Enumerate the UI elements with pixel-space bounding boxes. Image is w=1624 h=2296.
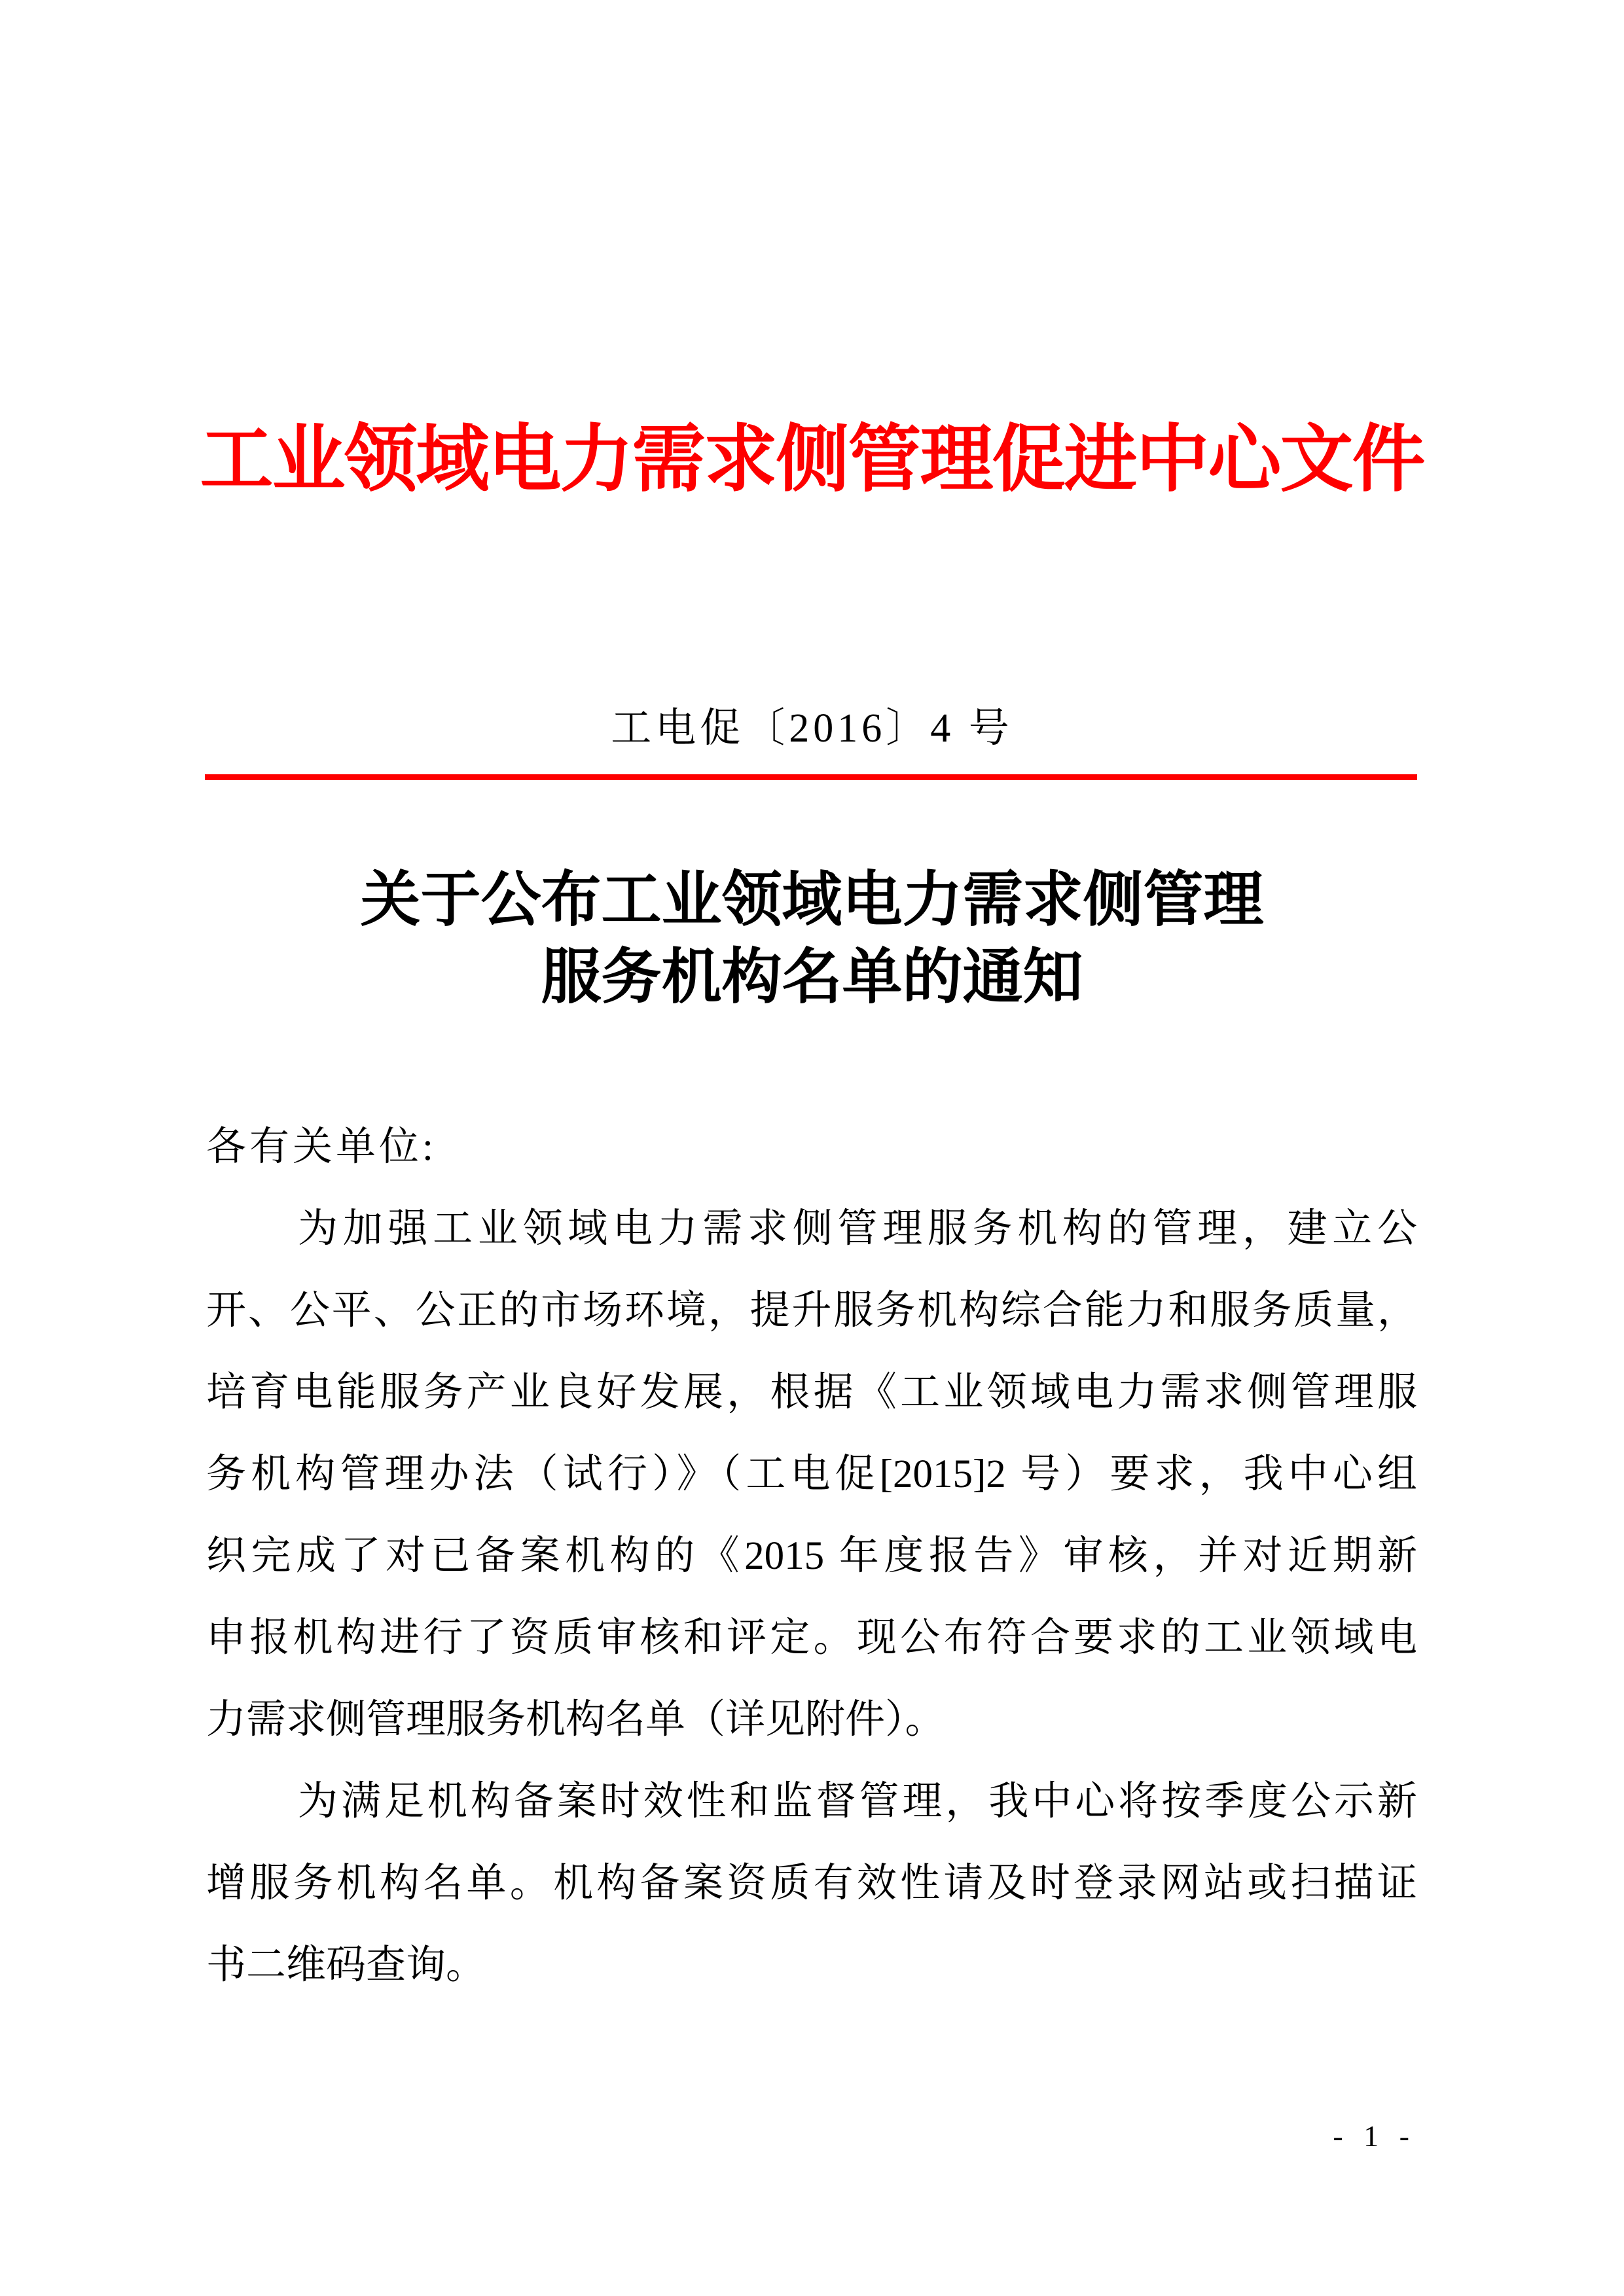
body-line: 织完成了对已备案机构的《2015 年度报告》审核，并对近期新 [206, 1534, 1417, 1578]
body-line: 为加强工业领域电力需求侧管理服务机构的管理，建立公 [298, 1207, 1417, 1251]
body-line: 增服务机构名单。机构备案资质有效性请及时登录网站或扫描证 [206, 1861, 1417, 1905]
document-number: 工电促〔2016〕4 号 [611, 706, 1013, 751]
salutation-line: 各有关单位: [206, 1125, 437, 1169]
page-number: - 1 - [1333, 2119, 1416, 2153]
body-line: 培育电能服务产业良好发展，根据《工业领域电力需求侧管理服 [206, 1371, 1417, 1414]
document-body [206, 1106, 1417, 2006]
notice-title-line-1: 关于公布工业领域电力需求侧管理 [360, 867, 1264, 933]
notice-title [0, 861, 1624, 1016]
letterhead-title: 工业领域电力需求侧管理促进中心文件 [200, 420, 1424, 501]
body-line: 书二维码查询。 [206, 1943, 486, 1987]
body-line: 为满足机构备案时效性和监督管理，我中心将按季度公示新 [298, 1780, 1417, 1823]
body-line: 务机构管理办法（试行）》（工电促[2015]2 号）要求，我中心组 [206, 1452, 1417, 1496]
body-line: 力需求侧管理服务机构名单（详见附件）。 [206, 1698, 945, 1742]
red-divider-line [205, 774, 1417, 780]
notice-title-line-2: 服务机构名单的通知 [541, 944, 1083, 1011]
body-line: 申报机构进行了资质审核和评定。现公布符合要求的工业领域电 [206, 1616, 1417, 1660]
body-line: 开、公平、公正的市场环境，提升服务机构综合能力和服务质量， [206, 1289, 1417, 1333]
